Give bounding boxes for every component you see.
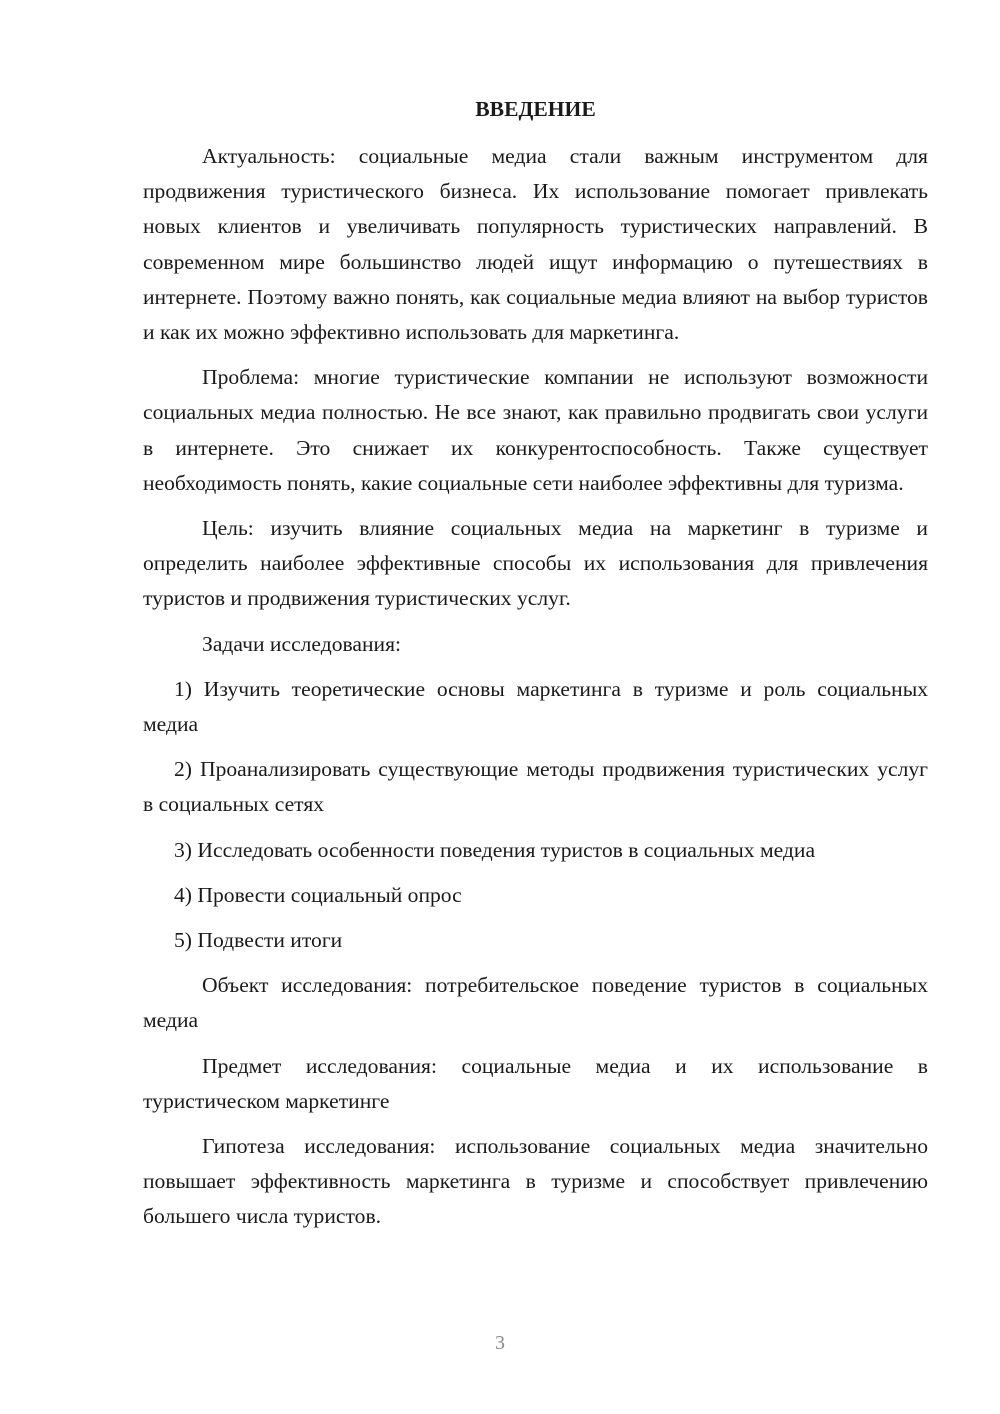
- object-paragraph: Объект исследования: потребительское поведение туристов в социальных медиа: [143, 973, 928, 1033]
- task-item: 2) Проанализировать существующие методы продвижения туристических услуг в социальных сетях: [143, 757, 928, 817]
- task-item: 3) Исследовать особенности поведения туристов в социальных медиа: [174, 837, 816, 862]
- tasks-heading: Задачи исследования:: [202, 631, 402, 656]
- relevance-paragraph: Актуальность: социальные медиа стали важным инструментом для продвижения туристического бизнеса. Их использование помогает привлекать новых клиентов и увеличивать популярность туристических направлений. В современном мире большинство людей ищут информацию о путешествиях в интернете. Поэтому важно понять, как социальные медиа влияют на выбор туристов и как их можно эффективно использовать для маркетинга.: [143, 144, 928, 345]
- task-item: 5) Подвести итоги: [174, 928, 343, 953]
- subject-paragraph: Предмет исследования: социальные медиа и их использование в туристическом маркетинге: [143, 1053, 928, 1113]
- document-page: [143, 92, 928, 1245]
- section-title: ВВЕДЕНИЕ: [475, 97, 596, 121]
- task-item: 4) Провести социальный опрос: [174, 882, 462, 907]
- page-number: 3: [495, 1332, 505, 1354]
- task-item: 1) Изучить теоретические основы маркетинга в туризме и роль социальных медиа: [143, 676, 928, 737]
- problem-paragraph: Проблема: многие туристические компании не используют возможности социальных медиа полностью. Не все знают, как правильно продвигать свои услуги в интернете. Это снижает их конкурентоспособность. Также существует необходимость понять, какие социальные сети наиболее эффективны для туризма.: [143, 365, 928, 495]
- hypothesis-paragraph: Гипотеза исследования: использование социальных медиа значительно повышает эффективность маркетинга в туризме и способствует привлечению большего числа туристов.: [143, 1134, 928, 1229]
- goal-paragraph: Цель: изучить влияние социальных медиа на маркетинг в туризме и определить наиболее эффективные способы их использования для привлечения туристов и продвижения туристических услуг.: [143, 516, 928, 611]
